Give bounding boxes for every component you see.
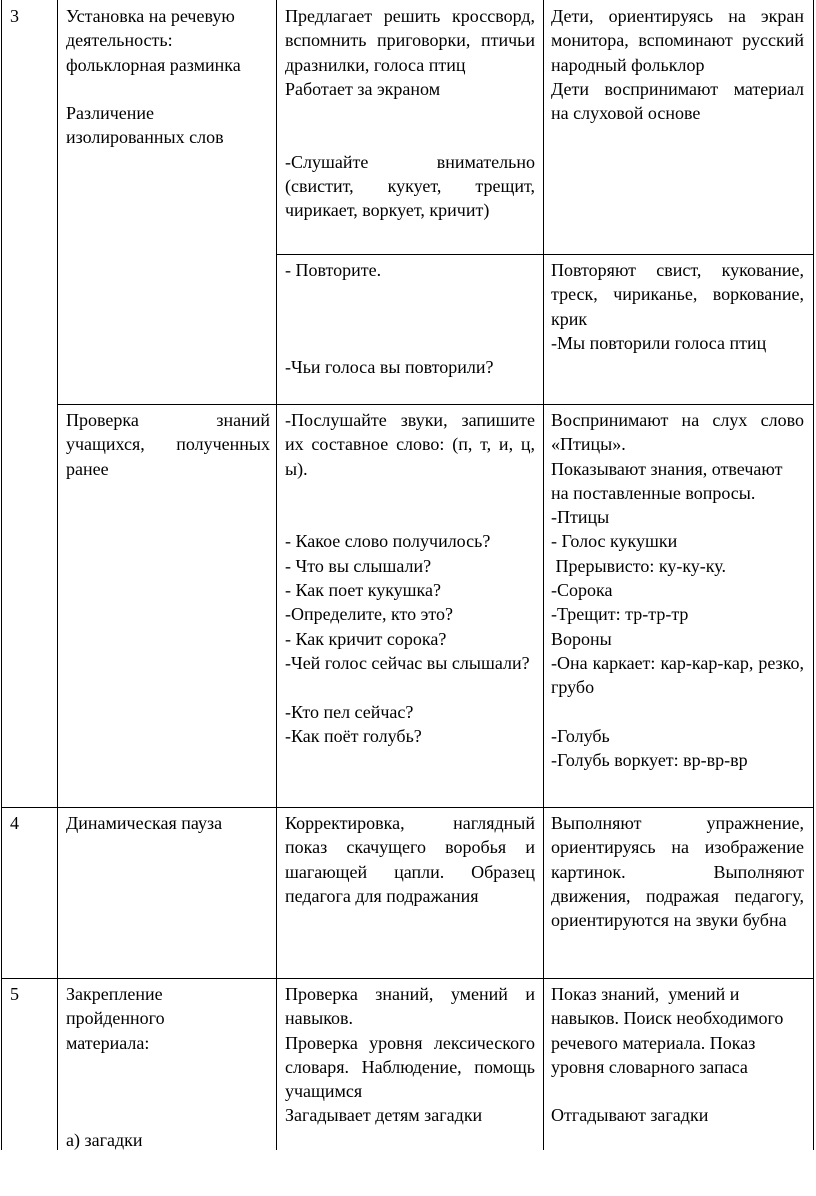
row5-number: 5 [10,984,19,1004]
check-students-text-3: -Птицы [551,507,610,528]
row5-students-cell [551,982,791,1128]
row3a-students-text-2: Дети воспринимают материал на слуховой основе [551,78,804,124]
row4-stage-cell [66,811,270,835]
row4-stage-text: Динамическая пауза [66,813,223,833]
row3a-students-cell [551,4,804,125]
check-students-text-5: Прерывисто: ку-ку-ку. [551,555,726,576]
row5-stage-subitem: а) загадки [66,1129,143,1150]
check-students-cell [551,408,804,772]
row5-stage-cell [66,982,270,1152]
row3b-students-text-2: -Мы повторили голоса птиц [551,332,767,353]
row3-stage-title: Установка на речевую деятельность: фольклорная разминка [66,6,241,75]
check-teacher-text-7: -Чей голос сейчас вы слышали? [285,652,530,673]
row3a-students-text-1: Дети, ориентируясь на экран монитора, вспоминают русский народный фольклор [551,6,804,75]
check-teacher-text-6: - Как кричит сорока? [285,628,447,649]
row4-teacher-text: Корректировка, наглядный показ скачущего воробья и шагающей цапли. Образец педагога для подражания [285,813,535,906]
row5-teacher-cell [285,982,535,1128]
check-stage-text: Проверка знаний учащихся, полученных ранее [66,410,270,479]
check-teacher-cell [285,408,535,748]
check-teacher-text-9: -Как поёт голубь? [285,725,422,746]
row4-number: 4 [10,813,19,833]
check-students-text-11: -Голубь воркует: вр-вр-вр [551,750,748,771]
check-stage-cell [66,408,270,481]
row3-stage-subtitle: Различение изолированных слов [66,103,224,148]
row3b-students-cell [551,258,804,355]
row4-teacher-cell [285,811,535,908]
grid-line-row4-top [1,807,814,808]
row3-number: 3 [10,6,19,26]
check-teacher-text-3: - Что вы слышали? [285,555,432,576]
check-students-text-9: -Она каркает: кар-кар-кар, резко, грубо [551,652,804,698]
check-teacher-text-2: - Какое слово получилось? [285,531,491,552]
check-students-text-4: - Голос кукушки [551,531,678,552]
row3a-teacher-text-2: Работает за экраном [285,78,441,99]
row5-students-text-1: Показ знаний, умений и навыков. Поиск необходимого речевого материала. Показ уровня словарного запаса [551,984,788,1077]
row3a-teacher-cell [285,4,535,223]
row3a-teacher-text-1: Предлагает решить кроссворд, вспомнить приговорки, птичьи дразнилки, голоса птиц [285,6,535,75]
check-students-text-6: -Сорока [551,580,613,601]
check-students-text-10: -Голубь [551,725,610,746]
check-students-text-8: Вороны [551,628,612,649]
row3b-teacher-text-2: -Чьи голоса вы повторили? [285,357,494,378]
grid-line-row5-top [1,978,814,979]
grid-line-row3a-bottom [276,254,814,255]
row3-stage-cell [66,4,270,150]
check-students-text-7: -Трещит: тр-тр-тр [551,604,689,625]
check-teacher-text-5: -Определите, кто это? [285,604,453,625]
row3b-students-text-1: Повторяют свист, кукование, треск, чириканье, воркование, крик [551,260,804,329]
check-teacher-text-1: -Послушайте звуки, запишите их составное слово: (п, т, и, ц, ы). [285,410,535,479]
row5-teacher-text-2: Проверка уровня лексического словаря. Наблюдение, помощь учащимся [285,1032,535,1102]
row3b-teacher-text-1: - Повторите. [285,260,382,280]
check-teacher-text-8: -Кто пел сейчас? [285,701,414,722]
check-teacher-text-4: - Как поет кукушка? [285,580,441,601]
row4-students-text: Выполняют упражнение, ориентируясь на изображение картинок. Выполняют движения, подражая педагогу, ориентируются на звуки бубна [551,813,804,931]
row3b-teacher-cell [285,258,535,379]
row5-teacher-text-3: Загадывает детям загадки [285,1105,483,1126]
check-students-text-2: Показывают знания, отвечают на поставленные вопросы. [551,458,783,503]
check-students-text-1: Воспринимают на слух слово «Птицы». [551,410,804,455]
row4-students-cell [551,811,804,932]
row5-teacher-text-1: Проверка знаний, умений и навыков. [285,984,535,1029]
row5-students-text-2: Отгадывают загадки [551,1105,709,1126]
row3a-teacher-text-3: -Слушайте внимательно (свистит, кукует, трещит, чирикает, воркует, кричит) [285,151,535,221]
row5-stage-text: Закрепление пройденного материала: [66,984,165,1053]
grid-line-row3b-bottom [57,404,814,405]
